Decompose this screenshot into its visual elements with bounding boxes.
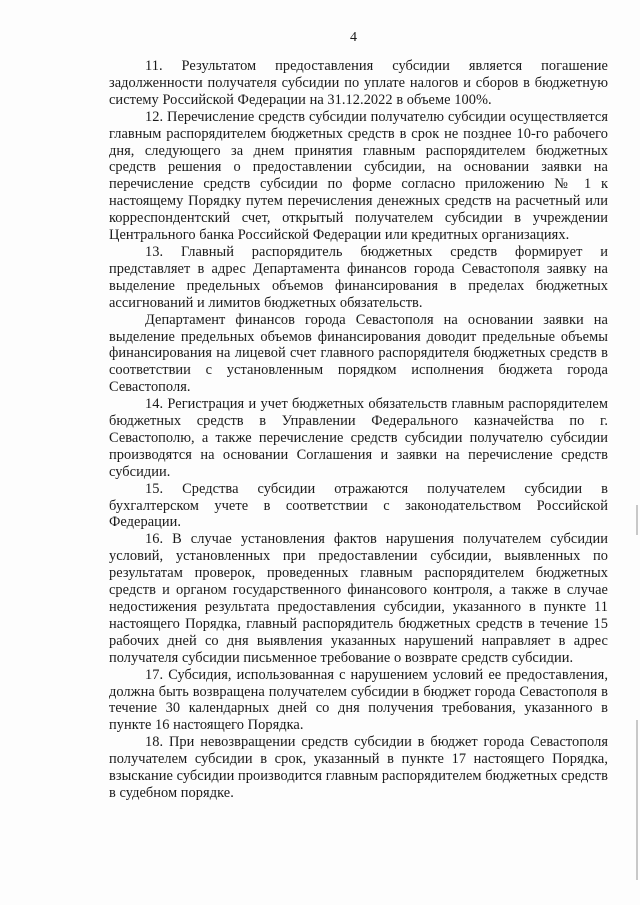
scan-margin-mark [636, 720, 638, 880]
paragraph-15: 15. Средства субсидии отражаются получателем субсидии в бухгалтерском учете в соответствии с законодательством Российской Федерации. [109, 480, 608, 531]
paragraph-17: 17. Субсидия, использованная с нарушением условий ее предоставления, должна быть возвращена получателем субсидии в бюджет города Севастополя в течение 30 календарных дней со дня получения требования, указанного в пункте 16 настоящего Порядка. [109, 666, 608, 734]
document-body [109, 58, 608, 802]
paragraph-11: 11. Результатом предоставления субсидии является погашение задолженности получателя субсидии по уплате налогов и сборов в бюджетную систему Российской Федерации на 31.12.2022 в объеме 100%. [109, 58, 608, 108]
paragraph-16: 16. В случае установления фактов нарушения получателем субсидии условий, установленных при предоставлении субсидии, выявленных по результатам проверок, проведенных главным распорядителем бюджетных средств и органом государственного финансового контроля, а также в случае недостижения результата предоставления субсидии, указанного в пункте 11 настоящего Порядка, главный распорядитель бюджетных средств в течение 15 рабочих дней со дня выявления указанных нарушений направляет в адрес получателя субсидии письменное требование о возврате средств субсидии. [109, 531, 608, 666]
paragraph-13-continuation: Департамент финансов города Севастополя на основании заявки на выделение предельных объемов финансирования доводит предельные объемы финансирования на лицевой счет главного распорядителя бюджетных средств в соответствии с установленным порядком исполнения бюджета города Севастополя. [109, 311, 608, 396]
page-number: 4 [350, 30, 357, 45]
paragraph-18: 18. При невозвращении средств субсидии в бюджет города Севастополя получателем субсидии в срок, указанный в пункте 17 настоящего Порядка, взыскание субсидии производится главным распорядителем бюджетных средств в судебном порядке. [109, 734, 608, 801]
paragraph-14: 14. Регистрация и учет бюджетных обязательств главным распорядителем бюджетных средств в Управлении Федерального казначейства по г. Севастополю, а также перечисление средств субсидии получателю субсидии производятся на основании Соглашения и заявки на перечисление средств субсидии. [109, 396, 608, 480]
paragraph-12: 12. Перечисление средств субсидии получателю субсидии осуществляется главным распорядителем бюджетных средств в срок не позднее 10-го рабочего дня, следующего за днем принятия главным распорядителем бюджетных средств решения о предоставлении субсидии, на основании заявки на перечисление средств субсидии по форме согласно приложению № 1 к настоящему Порядку путем перечисления денежных средств на расчетный или корреспондентский счет, открытый получателем субсидии в учреждении Центрального банка Российской Федерации или кредитных организациях. [109, 108, 608, 244]
paragraph-13: 13. Главный распорядитель бюджетных средств формирует и представляет в адрес Департамента финансов города Севастополя заявку на выделение предельных объемов финансирования в пределах бюджетных ассигнований и лимитов бюджетных обязательств. [109, 243, 608, 311]
scan-margin-mark [636, 505, 638, 535]
